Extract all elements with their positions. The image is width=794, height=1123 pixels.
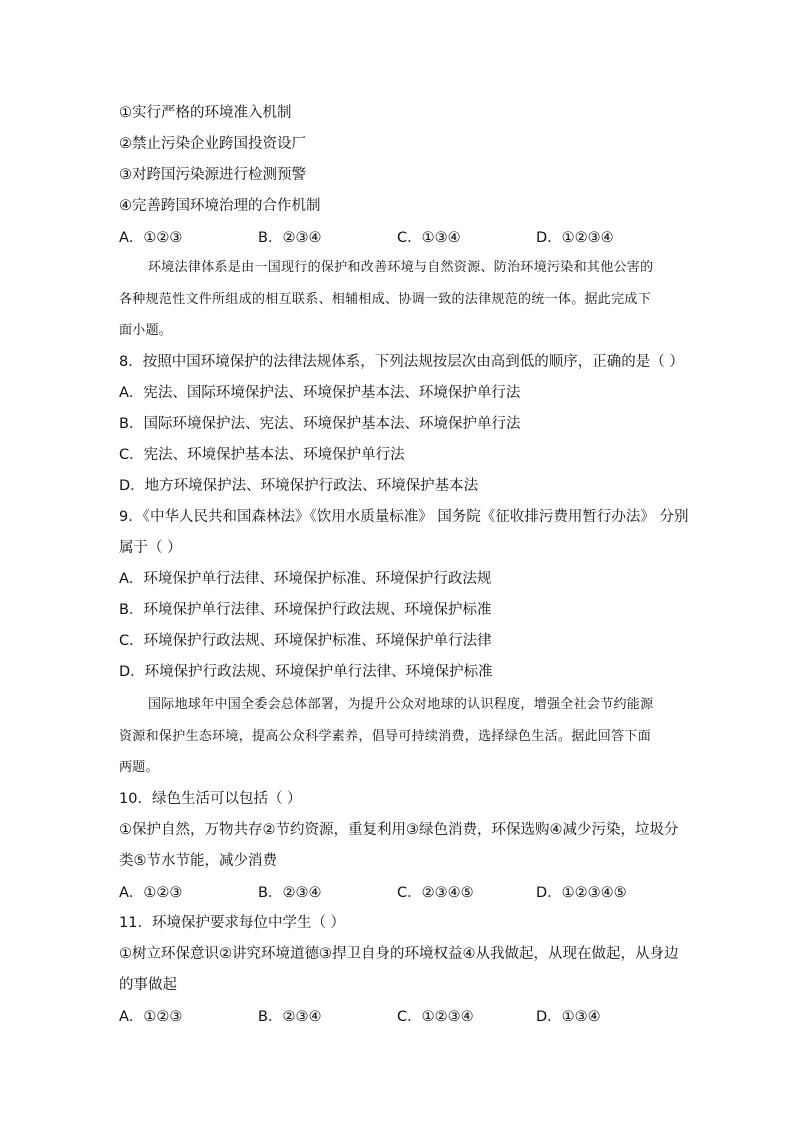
passage-1-line-3: 面小题。 <box>119 323 173 338</box>
q11-statements-line-2: 的事做起 <box>119 977 177 993</box>
q10-option-a: A．①②③ <box>119 885 183 901</box>
q10-statements-line-2: 类⑤节水节能，减少消费 <box>119 853 277 869</box>
q9-option-a: A．环境保护单行法律、环境保护标准、环境保护行政法规 <box>119 571 492 587</box>
q8-option-c: C．宪法、环境保护基本法、环境保护单行法 <box>119 447 405 463</box>
q11-option-b: B．②③④ <box>258 1009 322 1025</box>
q7-options <box>119 228 679 248</box>
passage-2-line-1: 国际地球年中国全委会总体部署，为提升公众对地球的认识程度，增强全社会节约能源 <box>148 697 654 712</box>
statement-4: ④完善跨国环境治理的合作机制 <box>119 198 321 214</box>
q7-option-a: A．①②③ <box>119 230 183 246</box>
q9-option-b: B．环境保护单行法律、环境保护行政法规、环境保护标准 <box>119 602 492 618</box>
q8-option-d: D．地方环境保护法、环境保护行政法、环境保护基本法 <box>119 478 479 494</box>
question-9-line-2: 属于（ ） <box>119 540 182 556</box>
q8-option-b: B．国际环境保护法、宪法、环境保护基本法、环境保护单行法 <box>119 416 521 432</box>
q11-statements-line-1: ①树立环保意识②讲究环境道德③捍卫自身的环境权益④从我做起，从现在做起，从身边 <box>119 946 679 962</box>
q11-options <box>119 1007 679 1027</box>
q10-options <box>119 883 679 903</box>
q10-statements-line-1: ①保护自然，万物共存②节约资源，重复利用③绿色消费，环保选购④减少污染，垃圾分 <box>119 822 679 838</box>
question-10: 10．绿色生活可以包括（ ） <box>119 791 302 807</box>
q7-option-c: C．①③④ <box>397 230 461 246</box>
statement-2: ②禁止污染企业跨国投资设厂 <box>119 136 306 152</box>
statement-3: ③对跨国污染源进行检测预警 <box>119 167 306 183</box>
question-8: 8．按照中国环境保护的法律法规体系，下列法规按层次由高到低的顺序，正确的是（ ） <box>119 354 684 370</box>
q11-option-c: C．①②③④ <box>397 1009 474 1025</box>
q10-option-c: C．②③④⑤ <box>397 885 474 901</box>
q8-option-a: A．宪法、国际环境保护法、环境保护基本法、环境保护单行法 <box>119 385 521 401</box>
passage-1-line-2: 各种规范性文件所组成的相互联系、相辅相成、协调一致的法律规范的统一体。据此完成下 <box>119 292 652 307</box>
q7-option-d: D．①②③④ <box>536 230 614 246</box>
q10-option-b: B．②③④ <box>258 885 322 901</box>
q9-option-c: C．环境保护行政法规、环境保护标准、环境保护单行法律 <box>119 633 492 649</box>
q11-option-d: D．①③④ <box>536 1009 601 1025</box>
passage-1-line-1: 环境法律体系是由一国现行的保护和改善环境与自然资源、防治环境污染和其他公害的 <box>148 260 654 275</box>
passage-2-line-3: 两题。 <box>119 760 159 775</box>
q9-option-d: D．环境保护行政法规、环境保护单行法律、环境保护标准 <box>119 664 493 680</box>
passage-2-line-2: 资源和保护生态环境，提高公众科学素养，倡导可持续消费，选择绿色生活。据此回答下面 <box>119 729 652 744</box>
statement-1: ①实行严格的环境准入机制 <box>119 105 292 121</box>
q10-option-d: D．①②③④⑤ <box>536 885 627 901</box>
question-11: 11．环境保护要求每位中学生（ ） <box>119 915 346 931</box>
q7-option-b: B．②③④ <box>258 230 322 246</box>
question-9-line-1: 9．《中华人民共和国森林法》《饮用水质量标准》 国务院《征收排污费用暂行办法》 分别 <box>119 509 689 525</box>
q11-option-a: A．①②③ <box>119 1009 183 1025</box>
